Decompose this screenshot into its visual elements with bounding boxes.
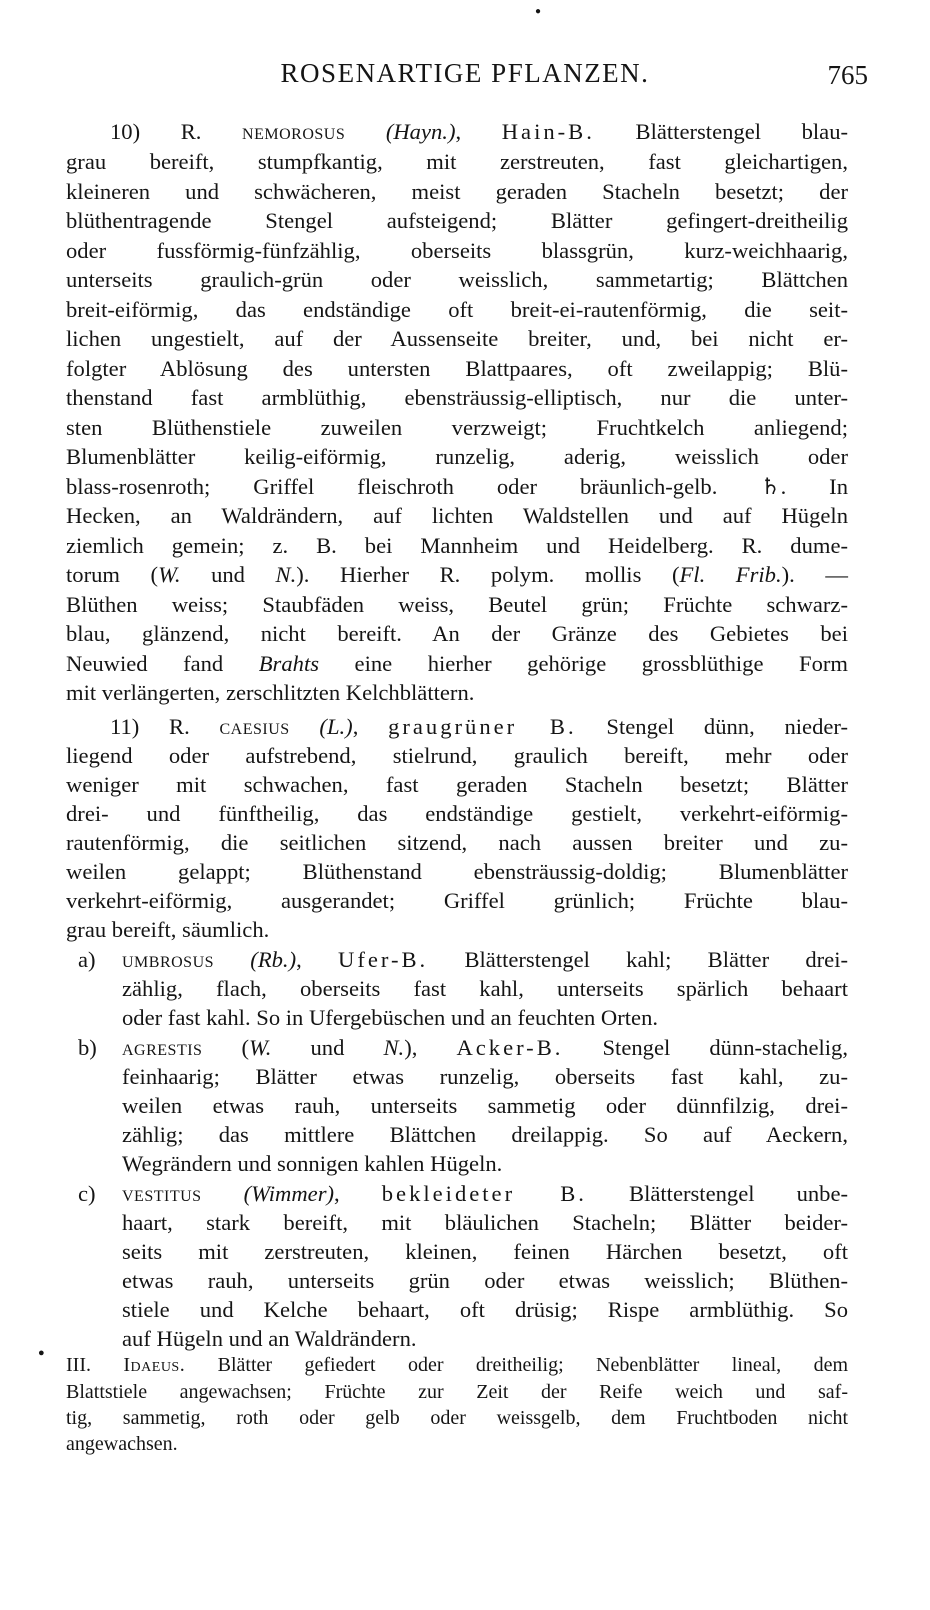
species-author: (Hayn.): [385, 119, 456, 144]
text-line: sten Blüthenstiele zuweilen verzweigt; Fruchtkelch anliegend;: [66, 415, 848, 440]
text-line: haart, stark bereift, mit bläulichen Stacheln; Blätter beider-: [122, 1210, 848, 1235]
description-text: Stengel dünn, nieder-: [606, 714, 849, 739]
text-line: [66, 560, 848, 590]
text-line: ziemlich gemein; z. B. bei Mannheim und Heidelberg. R. dume-: [66, 533, 848, 558]
text-line: oder fast kahl. So in Ufergebüschen und an feuchten Orten.: [122, 1005, 659, 1030]
text-fragment: ),: [404, 1035, 418, 1060]
common-name: graugrüner B.: [388, 714, 577, 739]
variety-author: (Wimmer): [243, 1181, 335, 1206]
description-text: Stengel dünn-stachelig,: [602, 1035, 848, 1060]
description-text: Blätterstengel blau-: [635, 119, 849, 144]
text-line: verkehrt-eiförmig, ausgerandet; Griffel grünlich; Früchte blau-: [66, 888, 848, 913]
common-name: Acker-B.: [456, 1035, 564, 1060]
variety-marker: b): [78, 1035, 97, 1060]
variety-name: vestitus: [122, 1181, 202, 1206]
running-header: ROSENARTIGE PFLANZEN.: [280, 58, 650, 88]
text-line: grau bereift, säumlich.: [66, 917, 270, 942]
text-line: tig, sammetig, roth oder gelb oder weissgelb, dem Fruchtboden nicht: [66, 1407, 848, 1429]
ink-speck: ●: [535, 6, 542, 17]
text-line: mit verlängerten, zerschlitzten Kelchblättern.: [66, 680, 475, 705]
text-line: kleineren und schwächeren, meist geraden Stacheln besetzt; der: [66, 179, 848, 204]
common-name: Hain-B.: [501, 119, 595, 144]
variety-name: umbrosus: [122, 947, 215, 972]
text-fragment: und: [180, 562, 276, 587]
text-line: Wegrändern und sonnigen kahlen Hügeln.: [122, 1151, 503, 1176]
common-name: Ufer-B.: [338, 947, 429, 972]
text-fragment: ). —: [781, 562, 848, 587]
author-abbrev: W.: [249, 1035, 272, 1060]
text-line: liegend oder aufstrebend, stielrund, graulich bereift, mehr oder: [66, 743, 848, 768]
description-text: Blätter gefiedert oder dreitheilig; Nebenblätter lineal, dem: [217, 1354, 848, 1376]
text-line: stiele und Kelche behaart, oft drüsig; Rispe armblüthig. So: [122, 1297, 848, 1322]
entry-number: 11) R.: [110, 714, 190, 739]
text-fragment: Neuwied fand: [66, 651, 259, 676]
text-line: weniger mit schwachen, fast geraden Stacheln besetzt; Blätter: [66, 772, 848, 797]
text-line: Blumenblätter keilig-eiförmig, runzelig, aderig, weisslich oder: [66, 444, 848, 469]
common-name: bekleideter B.: [381, 1181, 587, 1206]
text-line: blass-rosenroth; Griffel fleischroth oder bräunlich-gelb. ♄. In: [66, 474, 848, 499]
description-text: Blätterstengel kahl; Blätter drei-: [464, 947, 849, 972]
author-abbrev: N.: [383, 1035, 405, 1060]
section-name: Idaeus.: [123, 1354, 186, 1376]
author-abbrev: N.: [275, 562, 297, 587]
variety-name: agrestis: [122, 1035, 203, 1060]
text-line: zählig; das mittlere Blättchen dreilappig. So auf Aeckern,: [122, 1122, 848, 1147]
entry-number: 10) R.: [110, 119, 202, 144]
text-line: drei- und fünftheilig, das endständige gestielt, verkehrt-eiförmig-: [66, 801, 848, 826]
author-abbrev: W.: [158, 562, 181, 587]
variety-marker: a): [78, 947, 96, 972]
variety-c-first-line: vestitus (Wimmer), bekleideter B. Blätterstengel unbe-: [122, 1181, 849, 1206]
entry-10-first-line: 10) R. nemorosus (Hayn.), Hain-B. Blätterstengel blau-: [110, 119, 849, 144]
text-line: thenstand fast armblüthig, ebensträussig-elliptisch, nur die unter-: [66, 385, 848, 410]
text-line: weilen etwas rauh, unterseits sammetig oder dünnfilzig, drei-: [122, 1093, 848, 1118]
text-fragment: (: [241, 1035, 250, 1060]
variety-marker: c): [78, 1181, 96, 1206]
text-fragment: eine hierher gehörige grossblüthige Form: [319, 651, 848, 676]
species-name: caesius: [219, 714, 290, 739]
section-3-first-line: [66, 1353, 848, 1377]
text-line: Blüthen weiss; Staubfäden weiss, Beutel grün; Früchte schwarz-: [66, 592, 848, 617]
text-line: lichen ungestielt, auf der Aussenseite breiter, und, bei nicht er-: [66, 326, 848, 351]
text-line: blau, glänzend, nicht bereift. An der Gränze des Gebietes bei: [66, 621, 848, 646]
text-line: Blattstiele angewachsen; Früchte zur Zeit der Reife weich und saf-: [66, 1381, 848, 1403]
text-line: folgter Ablösung des untersten Blattpaares, oft zweilappig; Blü-: [66, 356, 848, 381]
page-number: 765: [827, 60, 868, 90]
text-line: blüthentragende Stengel aufsteigend; Blätter gefingert-dreitheilig: [66, 208, 848, 233]
text-line: breit-eiförmig, das endständige oft breit-ei-rautenförmig, die seit-: [66, 297, 848, 322]
text-line: zählig, flach, oberseits fast kahl, unterseits spärlich behaart: [122, 976, 848, 1001]
text-line: etwas rauh, unterseits grün oder etwas weisslich; Blüthen-: [122, 1268, 848, 1293]
variety-author: (Rb.): [250, 947, 297, 972]
text-line: Hecken, an Waldrändern, auf lichten Waldstellen und auf Hügeln: [66, 503, 848, 528]
text-line: weilen gelappt; Blüthenstand ebensträussig-doldig; Blumenblätter: [66, 859, 848, 884]
text-line: auf Hügeln und an Waldrändern.: [122, 1326, 417, 1351]
species-author: (L.): [319, 714, 353, 739]
flora-citation: Fl. Frib.: [679, 562, 782, 587]
text-fragment: und: [271, 1035, 384, 1060]
text-line: grau bereift, stumpfkantig, mit zerstreuten, fast gleichartigen,: [66, 149, 848, 174]
text-line: [66, 649, 848, 679]
text-line: unterseits graulich-grün oder weisslich, sammetartig; Blättchen: [66, 267, 848, 292]
text-line: rautenförmig, die seitlichen sitzend, nach aussen breiter und zu-: [66, 830, 848, 855]
entry-11-first-line: 11) R. caesius (L.), graugrüner B. Stengel dünn, nieder-: [110, 714, 849, 739]
section-numeral: III.: [66, 1354, 91, 1376]
ink-speck: ●: [38, 1347, 45, 1359]
text-line: seits mit zerstreuten, kleinen, feinen Härchen besetzt, oft: [122, 1239, 848, 1264]
description-text: Blätterstengel unbe-: [629, 1181, 849, 1206]
text-line: oder fussförmig-fünfzählig, oberseits blassgrün, kurz-weichhaarig,: [66, 238, 848, 263]
text-line: feinhaarig; Blätter etwas runzelig, oberseits fast kahl, zu-: [122, 1064, 848, 1089]
text-fragment: torum (: [66, 562, 159, 587]
text-line: angewachsen.: [66, 1433, 178, 1455]
species-name: nemorosus: [242, 119, 346, 144]
variety-a-first-line: umbrosus (Rb.), Ufer-B. Blätterstengel kahl; Blätter drei-: [122, 947, 849, 972]
text-fragment: ). Hierher R. polym. mollis (: [296, 562, 680, 587]
variety-b-first-line: [122, 1033, 848, 1063]
collector-name: Brahts: [258, 651, 320, 676]
